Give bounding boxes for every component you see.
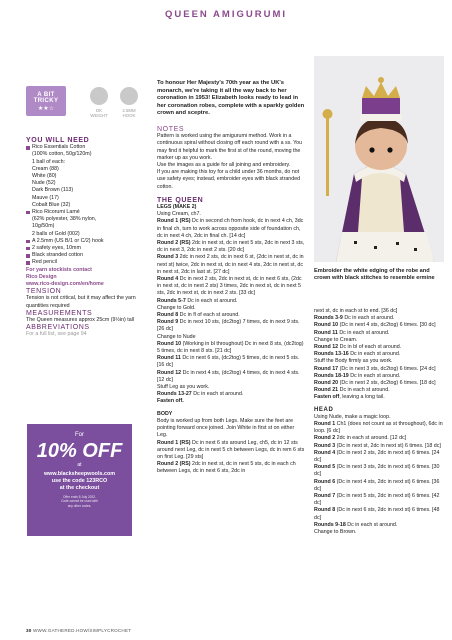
difficulty-line1: A BIT [37,92,55,98]
left-column [26,137,146,339]
intro-text: To honour Her Majesty's 70th year as the UK's monarch, we're taking it all the way back to her coronation in 1953! Elizabeth looks ready to lead in her coronation robes, complete with a sparkly golden crown and sceptre. [157,80,305,117]
stockists-text: For yarn stockists contact [26,266,92,273]
pattern-round: Round 2 (RS) 2dc in next st, dc in next 5 sts, dc in each ch between Legs, dc in next 6 sts, 2dc in [157,461,296,475]
yarn-weight-label: DK WEIGHT [90,108,108,118]
promo-checkout: at the checkout [59,485,100,491]
material-item: 2 safety eyes, 10mm [26,245,146,252]
pattern-round: Rounds 13-16 Dc in each st around. [314,351,401,358]
pattern-round: Round 9 Dc in next 10 sts, (dc2tog) 7 times, dc in next 9 sts. [26 dc] [157,319,300,333]
stockists-name: Rico Design [26,273,57,280]
material-item: A 2.5mm (US B/1 or C/2) hook [26,238,146,245]
photo-caption: Embroider the white edging of the robe and crown with black stitches to resemble ermine [314,268,435,282]
pattern-round: Round 3 2dc in next 2 sts, dc in next 6 st, (2dc in next st, dc in next st) twice, 2dc in next st, dc in next 4 sts, 2dc in next st, dc in next st, 2dc in last st. [27 dc] [157,254,304,275]
material-item: Rico Ricorumi Lamé (62% polyester, 38% nylon, 10g/50m) 2 balls of Gold (002) [26,209,146,238]
abbreviations-text: For a full list, see page 94 [26,331,87,338]
material-item: Red pencil [26,259,146,266]
pattern-round: Rounds 13-27 Dc in each st around. [157,391,244,398]
page-footer [26,628,131,633]
promo-fine-1: Offer ends 8 July 2022. [63,495,96,499]
pattern-round: Round 10 (Working in bl throughout) Dc in next 8 sts, (dc2tog) 5 times, dc in next 8 sts. [21 dc] [157,340,304,355]
queen-amigurumi-image [314,56,444,262]
page-number: 30 [26,628,32,633]
difficulty-stars: ★★☆ [37,106,55,112]
hook-size-label: 2.5MM HOOK [122,108,136,118]
pattern-round: Rounds 18-19 Dc in each st around. [314,372,401,379]
promo-at: at [77,462,82,468]
material-item: Rico Essentials Cotton (100% cotton, 50g/120m) 1 ball of each: Cream (88) White (80) Nude (52) Dark Brown (113) Mauve (17) Cobalt Blue (32) [26,144,146,209]
pattern-round: Round 2 (RS) 2dc in next st, dc in next 5 sts, 2dc in next 3 sts, dc in next 3, 2dc in next 2 sts. [20 dc] [157,240,305,254]
measurements-text: The Queen measures approx 25cm (9½in) tall [26,317,135,324]
pattern-round: Round 4 Dc in next 2 sts, 2dc in next st, dc in next 6 sts, (2dc in next st, dc in next 2 sts) 3 times, 2dc in next st, dc in next 5 sts, 2dc in next st, dc in next 2 sts. [33 dc] [157,276,302,297]
pattern-round: Round 4 (Dc in next 2 sts, 2dc in next st) 6 times. [24 dc] [314,449,440,464]
pattern-round: Round 17 (Dc in next 3 sts, dc2tog) 6 times. [24 dc] [314,365,436,372]
pattern-round: Rounds 5-7 Dc in each st around. [157,297,238,304]
measurements-heading: MEASUREMENTS [26,309,93,317]
pattern-round: Round 6 (Dc in next 4 sts, 2dc in next st) 6 times. [36 dc] [314,478,440,492]
yarn-weight-icon [90,87,108,105]
promo-for: For [75,432,84,438]
middle-column: To honour Her Majesty's 70th year as the UK's monarch, we're taking it all the way back to her coronation in 1953! Elizabeth looks ready to lead in her coronation robes, complete with a sparkly golden crown and sceptre. NOTES Pattern is worked using the amigurumi method. Work in a continuous spiral without closing off each round with a ss. You may find it helpful to mark the first st of the round, moving the marker up as you work. Use the images as a guide for all joining and embroidery. If you are making this toy for a child under 36 months, do not use safety eyes; instead, embroider eyes with black stranded cotton. THE QUEEN LEGS (MAKE 2) Using Cream, ch7. Round 1 (RS) Dc in second ch from hook, dc in next 4 ch, 3dc in final ch, turn to work across opposite side of foundation ch, dc in next 4 ch, 2dc in final ch. [14 dc] Round 2 (RS) 2dc in next st, dc in next 5 sts, 2dc in next 3 sts, dc in next 3, 2dc in next 2 sts. [20 dc] Round 3 2dc in next 2 sts, dc in next 6 st, (2dc in next st, dc in next st) twice, 2dc in next st, dc in next 4 sts, 2dc in next st, dc in next st, 2dc in last st. [27 dc] Round 4 Dc in next 2 sts, 2dc in next st, dc in next 6 sts, (2dc in next st, dc in next 2 sts) 3 times, 2dc in next st, dc in next 5 sts, 2dc in next st, dc in next 2 sts. [33 dc] Rounds 5-7 Dc in each st around. Change to Gold. Round 8 Dc in fl of each st around. Round 9 Dc in next 10 sts, (dc2tog) 7 times, dc in next 9 sts. [26 dc] Change to Nude Round 10 (Working in bl throughout) Dc in next 8 sts, (dc2tog) 5 times, dc in next 8 sts. [21 dc] Round 11 Dc in next 6 sts, (dc2tog) 5 times, dc in next 5 sts. [16 dc] Round 12 Dc in next 4 sts, (dc2tog) 4 times, dc in next 4 sts. [12 dc] Stuff Leg as you work. Rounds 13-27 Dc in each st around. Fasten off. BODY Body is worked up from both Legs. Make sure the feet are pointing forward once joined. Join White in first st on either Leg. Round 1 (RS) Dc in next 6 sts around Leg, ch5, dc in 12 sts around next Leg, dc in next 5 ch between Legs, dc in rem 6 sts on first Leg. [29 sts] Round 2 (RS) 2dc in next st, dc in next 5 sts, dc in each ch between Legs, dc in next 6 sts, 2dc in [157,80,305,475]
notes-text: Use the images as a guide for all joining and embroidery. [157,161,291,168]
pattern-round: Rounds 9-18 Dc in each st around. [314,521,398,528]
queen-photo [314,56,444,262]
pattern-badges [26,86,146,126]
material-item: Black stranded cotton [26,252,146,259]
pattern-round: Round 3 (Dc in next st, 2dc in next st) 6 times. [18 dc] [314,442,441,449]
you-will-need-heading: YOU WILL NEED [26,137,90,144]
promo-fine-3: any other codes. [67,503,92,508]
body-heading: BODY [157,410,173,417]
pattern-round: Round 12 Dc in bl of each st around. [314,344,402,351]
pattern-round: Round 10 (Dc in next 4 sts, dc2tog) 6 times. [30 dc] [314,322,436,329]
pattern-round: Round 1 (RS) Dc in next 6 sts around Leg, ch5, dc in 12 sts around next Leg, dc in next 5 ch between Legs, dc in rem 6 sts on first Leg. [29 sts] [157,439,305,460]
page-title: QUEEN AMIGURUMI [164,9,287,20]
right-column: next st, dc in each st to end. [36 dc] Rounds 3-9 Dc in each st around. Round 10 (Dc in next 4 sts, dc2tog) 6 times. [30 dc] Round 11 Dc in each st around. Change to Cream. Round 12 Dc in bl of each st around. Rounds 13-16 Dc in each st around. Stuff the Body firmly as you work. Round 17 (Dc in next 3 sts, dc2tog) 6 times. [24 dc] Rounds 18-19 Dc in each st around. Round 20 (Dc in next 2 sts, dc2tog) 6 times. [18 dc] Round 21 Dc in each st around. Fasten off, leaving a long tail. HEAD Using Nude, make a magic loop. Round 1 Ch1 (does not count as st throughout), 6dc in loop. [6 dc] Round 2 2dc in each st around. [12 dc] Round 3 (Dc in next st, 2dc in next st) 6 times. [18 dc] Round 4 (Dc in next 2 sts, 2dc in next st) 6 times. [24 dc] Round 5 (Dc in next 3 sts, 2dc in next st) 6 times. [30 dc] Round 6 (Dc in next 4 sts, 2dc in next st) 6 times. [36 dc] Round 7 (Dc in next 5 sts, 2dc in next st) 6 times. [42 dc] Round 8 (Dc in next 6 sts, 2dc in next st) 6 times. [48 dc] Rounds 9-18 Dc in each st around. Change to Brown. [314,308,443,536]
queen-heading: THE QUEEN [157,196,204,204]
abbreviations-heading: ABBREVIATIONS [26,324,90,332]
hook-icon [120,87,138,105]
pattern-round: Round 5 (Dc in next 3 sts, 2dc in next st) 6 times. [30 dc] [314,464,440,478]
footer-url[interactable]: WWW.GATHERED.HOW/SIMPLYCROCHET [33,628,132,633]
notes-heading: NOTES [157,125,185,133]
difficulty-line2: TRICKY [33,98,59,104]
pattern-round: Round 12 Dc in next 4 sts, (dc2tog) 4 times, dc in next 4 sts. [12 dc] [157,369,300,383]
head-heading: HEAD [314,406,334,413]
promo-percent: 10% OFF [36,440,123,462]
promo-fine-2: Code cannot be used with [61,499,98,504]
tension-heading: TENSION [26,288,62,296]
notes-text: Pattern is worked using the amigurumi method. Work in a continuous spiral without closing off each round with a ss. You may find it helpful to mark the first st of the round, moving the marker up as you work. [157,133,303,161]
pattern-round: Round 1 Ch1 (does not count as st throughout), 6dc in loop. [6 dc] [314,421,443,435]
discount-promo[interactable] [27,424,132,536]
pattern-round: Round 20 (Dc in next 2 sts, dc2tog) 6 times. [18 dc] [314,380,436,387]
pattern-round: Round 11 Dc in next 6 sts, (dc2tog) 5 times, dc in next 5 sts. [16 dc] [157,355,300,369]
notes-text: If you are making this toy for a child under 36 months, do not use safety eyes; instead, embroider eyes with black stranded cotton. [157,169,301,190]
tension-text: Tension is not critical, but it may affect the yarn quantities required [26,295,136,309]
pattern-round: Round 7 (Dc in next 5 sts, 2dc in next st) 6 times. [42 dc] [314,493,440,507]
pattern-round: Round 1 (RS) Dc in second ch from hook, dc in next 4 ch, 3dc in final ch, turn to work across opposite side of foundation ch, dc in next 4 ch, 2dc in final ch. [14 dc] [157,218,304,239]
pattern-round: Round 11 Dc in each st around. [314,329,390,336]
pattern-round: Round 8 (Dc in next 6 sts, 2dc in next st) 6 times. [48 dc] [314,507,440,521]
pattern-round: Round 21 Dc in each st around. [314,387,390,394]
legs-heading: LEGS (MAKE 2) [157,204,197,210]
pattern-round: Round 2 2dc in each st around. [12 dc] [314,435,407,442]
pattern-round: Round 8 Dc in fl of each st around. [157,312,240,319]
promo-code: use the code 123RCO [51,478,108,484]
stockists-url[interactable]: www.rico-design.com/en/home [26,281,104,288]
difficulty-badge [26,86,66,116]
promo-url: www.blacksheepwools.com [43,471,116,477]
pattern-round: Rounds 3-9 Dc in each st around. [314,315,395,322]
